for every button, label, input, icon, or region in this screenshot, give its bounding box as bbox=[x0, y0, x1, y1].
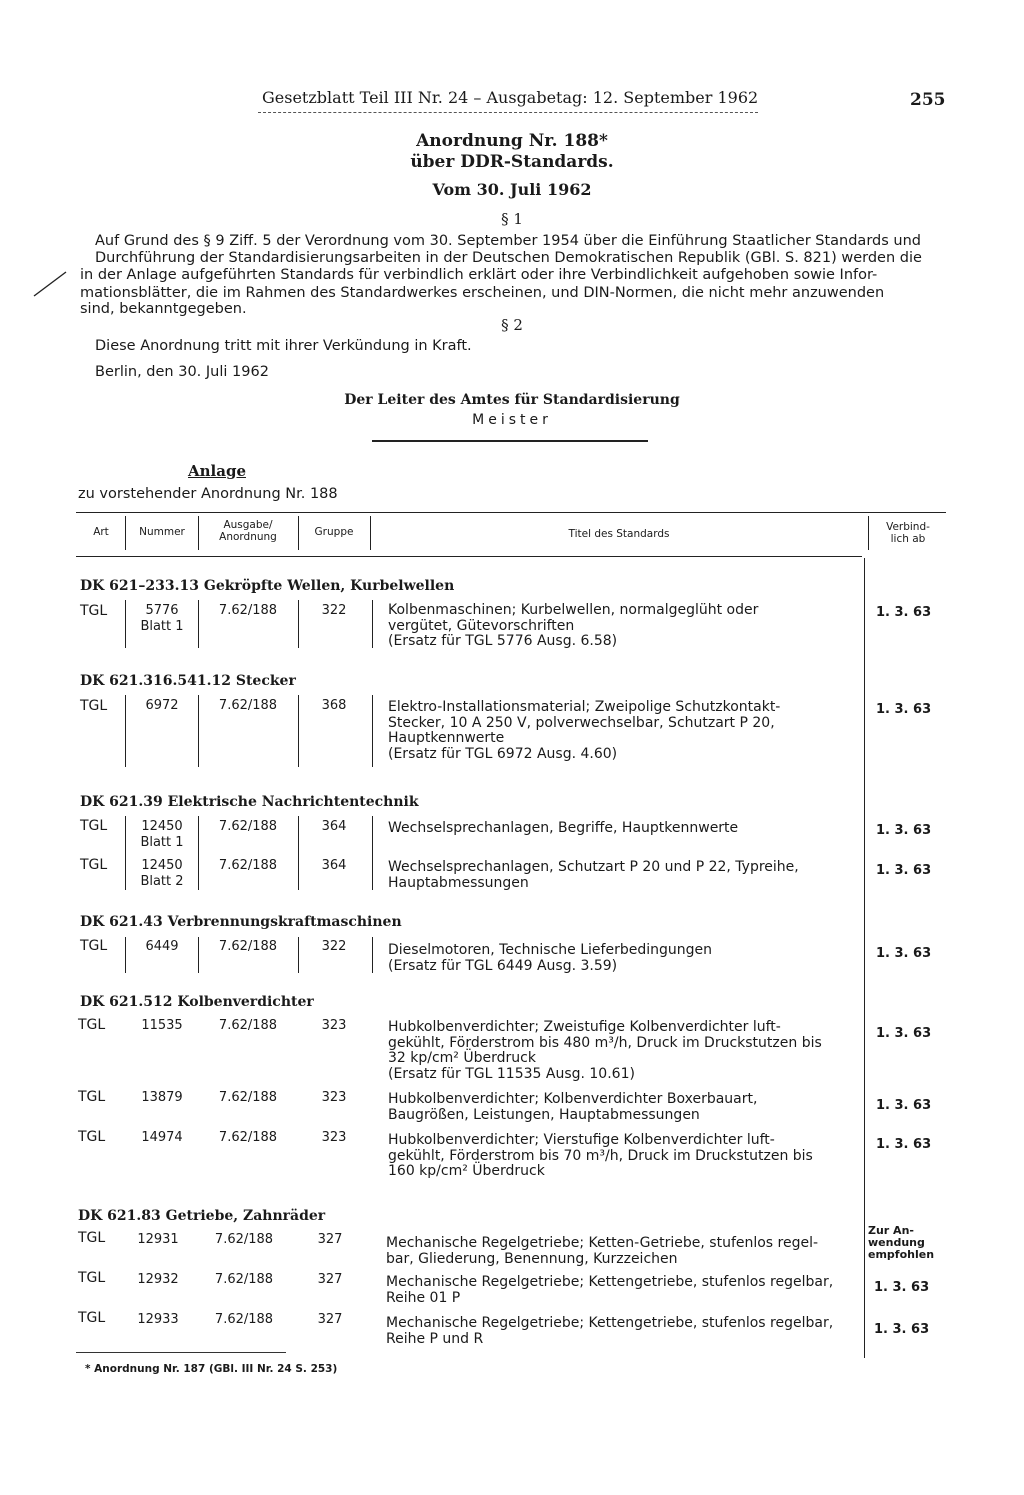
cell-nummer: 12932 bbox=[137, 1272, 179, 1287]
verbindlich-column-rule bbox=[864, 558, 865, 1358]
row-divider bbox=[372, 816, 373, 890]
cell-blatt: Blatt 2 bbox=[140, 874, 184, 889]
column-header-verbindlich: Verbind- bbox=[886, 521, 930, 533]
footnote: * Anordnung Nr. 187 (GBl. III Nr. 24 S. 253) bbox=[85, 1363, 338, 1375]
cell-nummer: 6972 bbox=[145, 698, 179, 713]
titel-line: gekühlt, Förderstrom bis 70 m³/h, Druck im Druckstutzen bis bbox=[388, 1147, 813, 1164]
header-divider bbox=[370, 516, 371, 550]
titel-line: (Ersatz für TGL 5776 Ausg. 6.58) bbox=[388, 633, 618, 649]
cell-gruppe: 364 bbox=[321, 858, 347, 873]
titel-line: Dieselmotoren, Technische Lieferbedingungen bbox=[388, 942, 712, 958]
cell-ausgabe: 7.62/188 bbox=[218, 858, 278, 873]
cell-gruppe: 323 bbox=[321, 1090, 347, 1105]
cell-verbindlich: 1. 3. 63 bbox=[876, 1098, 932, 1113]
cell-art: TGL bbox=[78, 1230, 106, 1246]
cell-verbindlich: 1. 3. 63 bbox=[876, 702, 932, 717]
cell-nummer: 13879 bbox=[141, 1090, 183, 1105]
cell-verbindlich: 1. 3. 63 bbox=[874, 1280, 930, 1295]
header-divider bbox=[125, 516, 126, 550]
column-header-anordnung: Anordnung bbox=[219, 531, 277, 543]
cell-art: TGL bbox=[78, 1129, 106, 1145]
cell-verbindlich: 1. 3. 63 bbox=[876, 946, 932, 961]
titel-line: vergütet, Gütevorschriften bbox=[388, 617, 575, 634]
group-heading: DK 621.512 Kolbenverdichter bbox=[80, 994, 314, 1010]
cell-blatt: Blatt 1 bbox=[140, 619, 184, 634]
titel-line: Wechselsprechanlagen, Schutzart P 20 und P 22, Typreihe, bbox=[388, 859, 799, 875]
paragraph-2-text: Diese Anordnung tritt mit ihrer Verkündung in Kraft. bbox=[95, 338, 472, 354]
cell-art: TGL bbox=[80, 818, 108, 834]
row-divider bbox=[298, 816, 299, 890]
cell-nummer: 11535 bbox=[141, 1018, 183, 1033]
titel-line: 32 kp/cm² Überdruck bbox=[388, 1050, 536, 1066]
cell-titel bbox=[386, 1236, 864, 1267]
place-date: Berlin, den 30. Juli 1962 bbox=[95, 364, 269, 380]
cell-verbindlich: Zur An- wendung empfohlen bbox=[868, 1224, 935, 1261]
cell-ausgabe: 7.62/188 bbox=[218, 1130, 278, 1145]
titel-line: bar, Gliederung, Benennung, Kurzzeichen bbox=[386, 1250, 678, 1267]
paragraph-1-line: Durchführung der Standardisierungsarbeiten in der Deutschen Demokratischen Republik (GBl. S. 821) werden die bbox=[95, 250, 922, 266]
titel-line: (Ersatz für TGL 11535 Ausg. 10.61) bbox=[388, 1065, 635, 1082]
paragraph-1-line: Auf Grund des § 9 Ziff. 5 der Verordnung vom 30. September 1954 über die Einführung Staatlicher Standards und bbox=[95, 233, 921, 249]
group-heading: DK 621.316.541.12 Stecker bbox=[80, 673, 296, 689]
cell-ausgabe: 7.62/188 bbox=[214, 1312, 274, 1327]
row-divider bbox=[125, 937, 126, 973]
cell-blatt: Blatt 1 bbox=[140, 835, 184, 850]
group-heading: DK 621.39 Elektrische Nachrichtentechnik bbox=[80, 794, 419, 810]
cell-gruppe: 327 bbox=[317, 1232, 343, 1247]
row-divider bbox=[198, 695, 199, 767]
cell-art: TGL bbox=[78, 1310, 106, 1326]
titel-line: Elektro-Installationsmaterial; Zweipolige Schutzkontakt- bbox=[388, 699, 781, 715]
cell-gruppe: 364 bbox=[321, 819, 347, 834]
titel-line: Hubkolbenverdichter; Kolbenverdichter Boxerbauart, bbox=[388, 1091, 758, 1107]
cell-titel bbox=[388, 1133, 858, 1180]
header-divider bbox=[298, 516, 299, 550]
titel-line: Hauptabmessungen bbox=[388, 874, 529, 891]
cell-ausgabe: 7.62/188 bbox=[218, 1018, 278, 1033]
decree-subtitle: über DDR-Standards. bbox=[410, 152, 614, 172]
table-top-rule bbox=[76, 512, 946, 513]
titel-line: Mechanische Regelgetriebe; Kettengetriebe, stufenlos regelbar, bbox=[386, 1315, 834, 1331]
table-header-rule bbox=[76, 556, 862, 557]
footnote-rule bbox=[76, 1352, 286, 1353]
cell-ausgabe: 7.62/188 bbox=[218, 939, 278, 954]
row-divider bbox=[198, 937, 199, 973]
cell-ausgabe: 7.62/188 bbox=[214, 1272, 274, 1287]
column-header-gruppe: Gruppe bbox=[314, 526, 354, 538]
row-divider bbox=[198, 816, 199, 890]
titel-line: gekühlt, Förderstrom bis 480 m³/h, Druck im Druckstutzen bis bbox=[388, 1034, 822, 1051]
cell-ausgabe: 7.62/188 bbox=[214, 1232, 274, 1247]
column-header-nummer: Nummer bbox=[139, 526, 185, 538]
paragraph-1-line: in der Anlage aufgeführten Standards für verbindlich erklärt oder ihre Verbindlichkeit aufgehoben sowie Infor- bbox=[80, 267, 878, 283]
row-divider bbox=[125, 816, 126, 890]
cell-gruppe: 323 bbox=[321, 1018, 347, 1033]
cell-gruppe: 322 bbox=[321, 939, 347, 954]
cell-verbindlich: 1. 3. 63 bbox=[876, 605, 932, 620]
cell-verbindlich: 1. 3. 63 bbox=[876, 863, 932, 878]
cell-art: TGL bbox=[80, 938, 108, 954]
titel-line: (Ersatz für TGL 6449 Ausg. 3.59) bbox=[388, 957, 618, 974]
cell-art: TGL bbox=[78, 1017, 106, 1033]
cell-verbindlich: 1. 3. 63 bbox=[876, 1137, 932, 1152]
cell-verbindlich: 1. 3. 63 bbox=[876, 823, 932, 838]
titel-line: Baugrößen, Leistungen, Hauptabmessungen bbox=[388, 1106, 700, 1123]
cell-titel bbox=[388, 1092, 858, 1123]
row-divider bbox=[372, 600, 373, 648]
page-number: 255 bbox=[910, 90, 946, 110]
cell-art: TGL bbox=[80, 698, 108, 714]
titel-line: Stecker, 10 A 250 V, polverwechselbar, Schutzart P 20, bbox=[388, 714, 775, 731]
cell-titel bbox=[386, 1316, 864, 1347]
row-divider bbox=[372, 695, 373, 767]
header-divider bbox=[198, 516, 199, 550]
header-rule bbox=[258, 112, 758, 113]
row-divider bbox=[125, 695, 126, 767]
paragraph-1-line: mationsblätter, die im Rahmen des Standardwerkes erscheinen, und DIN-Normen, die nicht mehr anzuwenden bbox=[80, 285, 885, 301]
cell-nummer: 12450 bbox=[141, 819, 183, 834]
cell-nummer: 5776 bbox=[145, 603, 179, 618]
cell-titel bbox=[388, 943, 858, 974]
cell-titel bbox=[388, 860, 858, 891]
annex-heading: Anlage bbox=[188, 462, 246, 480]
decree-title: Anordnung Nr. 188* bbox=[416, 131, 608, 151]
cell-verbindlich: 1. 3. 63 bbox=[874, 1322, 930, 1337]
margin-mark-icon bbox=[30, 268, 70, 298]
cell-nummer: 12933 bbox=[137, 1312, 179, 1327]
decree-date: Vom 30. Juli 1962 bbox=[432, 180, 592, 199]
row-divider bbox=[198, 600, 199, 648]
group-heading: DK 621.43 Verbrennungskraftmaschinen bbox=[80, 914, 402, 930]
cell-titel bbox=[388, 603, 858, 650]
cell-ausgabe: 7.62/188 bbox=[218, 698, 278, 713]
titel-line: Kolbenmaschinen; Kurbelwellen, normalgeglüht oder bbox=[388, 602, 759, 618]
cell-nummer: 6449 bbox=[145, 939, 179, 954]
cell-titel bbox=[388, 821, 858, 837]
cell-gruppe: 327 bbox=[317, 1312, 343, 1327]
cell-titel bbox=[388, 1020, 858, 1082]
row-divider bbox=[298, 695, 299, 767]
signatory-name: Meister bbox=[472, 412, 552, 428]
cell-art: TGL bbox=[80, 603, 108, 619]
titel-line: Reihe P und R bbox=[386, 1330, 484, 1347]
signatory-title: Der Leiter des Amtes für Standardisierung bbox=[344, 392, 680, 408]
titel-line: (Ersatz für TGL 6972 Ausg. 4.60) bbox=[388, 745, 618, 762]
cell-titel bbox=[386, 1275, 864, 1306]
cell-nummer: 14974 bbox=[141, 1130, 183, 1145]
cell-titel bbox=[388, 700, 858, 762]
cell-gruppe: 327 bbox=[317, 1272, 343, 1287]
titel-line: Mechanische Regelgetriebe; Kettengetriebe, stufenlos regelbar, bbox=[386, 1274, 834, 1290]
cell-art: TGL bbox=[78, 1089, 106, 1105]
cell-nummer: 12931 bbox=[137, 1232, 179, 1247]
titel-line: Hauptkennwerte bbox=[388, 730, 505, 746]
titel-line: Hubkolbenverdichter; Vierstufige Kolbenverdichter luft- bbox=[388, 1132, 775, 1148]
cell-art: TGL bbox=[78, 1270, 106, 1286]
row-divider bbox=[298, 937, 299, 973]
cell-ausgabe: 7.62/188 bbox=[218, 819, 278, 834]
column-header-ausgabe: Ausgabe/ bbox=[223, 519, 273, 531]
row-divider bbox=[372, 937, 373, 973]
group-heading: DK 621–233.13 Gekröpfte Wellen, Kurbelwellen bbox=[80, 578, 455, 594]
row-divider bbox=[298, 600, 299, 648]
cell-verbindlich: 1. 3. 63 bbox=[876, 1026, 932, 1041]
column-header-art: Art bbox=[93, 526, 109, 538]
annex-subheading: zu vorstehender Anordnung Nr. 188 bbox=[78, 486, 338, 502]
cell-gruppe: 368 bbox=[321, 698, 347, 713]
column-header-titel: Titel des Standards bbox=[568, 528, 670, 540]
group-heading: DK 621.83 Getriebe, Zahnräder bbox=[78, 1208, 326, 1224]
paragraph-2-heading: § 2 bbox=[501, 316, 523, 334]
paragraph-1-line: sind, bekanntgegeben. bbox=[80, 301, 247, 317]
header-divider bbox=[868, 516, 869, 550]
row-divider bbox=[125, 600, 126, 648]
signature-rule bbox=[372, 440, 648, 442]
titel-line: Hubkolbenverdichter; Zweistufige Kolbenverdichter luft- bbox=[388, 1019, 781, 1035]
titel-line: Wechselsprechanlagen, Begriffe, Hauptkennwerte bbox=[388, 820, 739, 836]
titel-line: Reihe 01 P bbox=[386, 1289, 461, 1306]
paragraph-1-heading: § 1 bbox=[501, 210, 523, 228]
cell-ausgabe: 7.62/188 bbox=[218, 603, 278, 618]
titel-line: 160 kp/cm² Überdruck bbox=[388, 1163, 545, 1179]
cell-nummer: 12450 bbox=[141, 858, 183, 873]
running-title: Gesetzblatt Teil III Nr. 24 – Ausgabetag: 12. September 1962 bbox=[262, 88, 759, 107]
column-header-verbindlich-ab: lich ab bbox=[890, 533, 926, 545]
cell-gruppe: 322 bbox=[321, 603, 347, 618]
cell-ausgabe: 7.62/188 bbox=[218, 1090, 278, 1105]
cell-art: TGL bbox=[80, 857, 108, 873]
titel-line: Mechanische Regelgetriebe; Ketten-Getriebe, stufenlos regel- bbox=[386, 1235, 819, 1251]
cell-gruppe: 323 bbox=[321, 1130, 347, 1145]
